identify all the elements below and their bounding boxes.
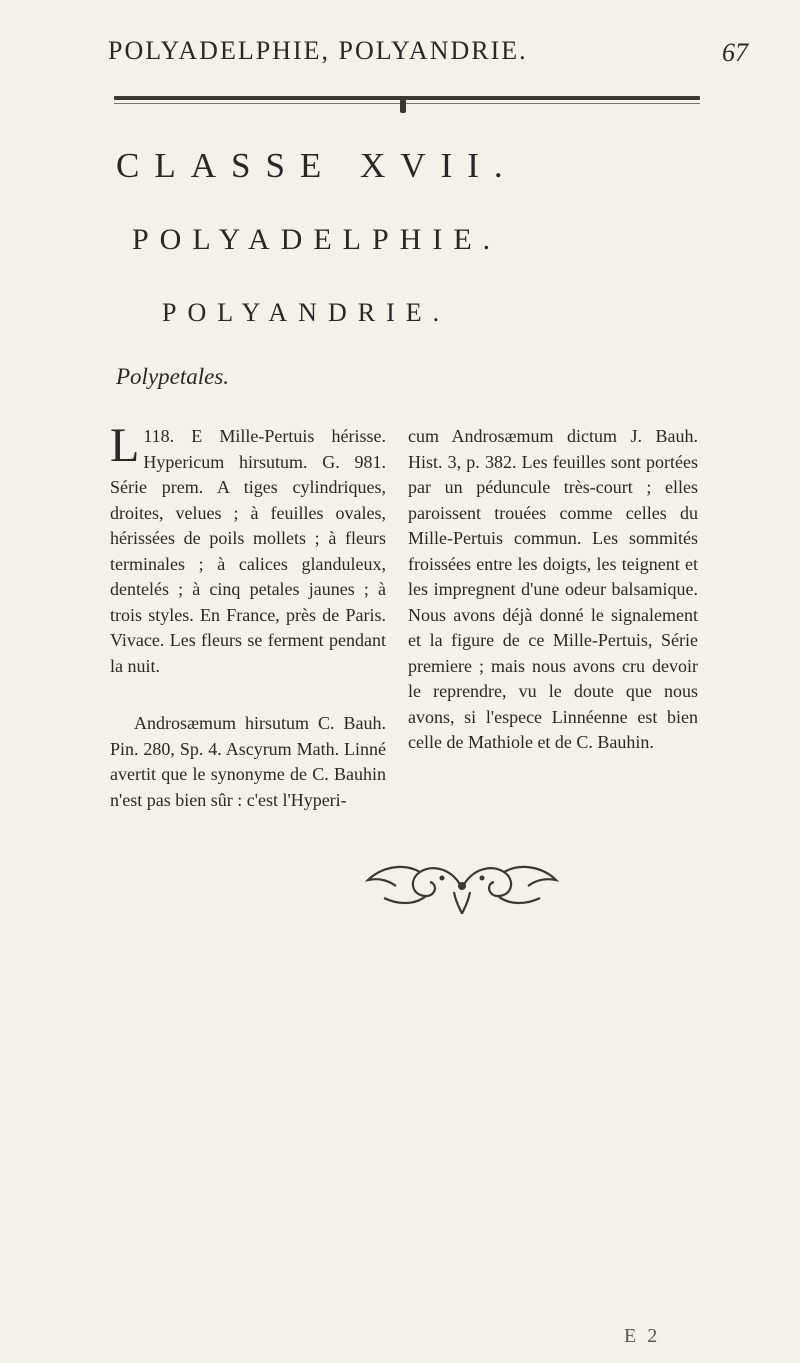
page-number: 67 [722,38,748,67]
decorative-rule-thin [114,103,700,104]
decorative-rule [114,96,700,100]
text-column-right [408,424,698,756]
synonymy-continued [408,424,698,756]
order-heading: POLYADELPHIE. [132,223,502,256]
rule-ornament [400,99,406,113]
drop-cap: L [110,419,140,472]
printer-fleuron-icon [362,858,562,916]
signature-mark: E 2 [624,1325,661,1347]
synonymy-text-left: Androsæmum hirsutum C. Bauh. Pin. 280, Sp. 4. Ascyrum Math. Linné avertit que le synonyme de C. Bauhin n'est pas bien sûr : c'est l'Hyperi- [110,713,386,810]
running-head: POLYADELPHIE, POLYANDRIE. [108,36,528,65]
section-heading: Polypetales. [116,364,230,389]
text-column-left [110,419,386,813]
synonymy-paragraph [110,711,386,813]
suborder-heading: POLYANDRIE. [162,298,451,327]
class-heading: CLASSE XVII. [116,146,518,185]
entry-118-text: 118. E Mille-Pertuis hérisse. Hypericum hirsutum. G. 981. Série prem. A tiges cylindriques, droites, velues ; à feuilles ovales, hérissées de poils mollets ; à fleurs terminales ; à calices glanduleux, dentelés ; à cinq petales jaunes ; à trois styles. En France, près de Paris. Vivace. Les fleurs se ferment pendant la nuit. [110,426,386,676]
synonymy-text-right: cum Androsæmum dictum J. Bauh. Hist. 3, p. 382. Les feuilles sont portées par un péduncule très-court ; elles paroissent trouées comme celles du Mille-Pertuis commun. Les sommités froissées entre les doigts, les teignent et les impregnent d'une odeur balsamique. Nous avons déjà donné le signalement et la figure de ce Mille-Pertuis, Série premiere ; mais nous avons cru devoir le reprendre, vu le doute que nous avons, si l'espece Linnéenne est bien celle de Mathiole et de C. Bauhin. [408,426,698,752]
entry-118 [110,419,386,679]
